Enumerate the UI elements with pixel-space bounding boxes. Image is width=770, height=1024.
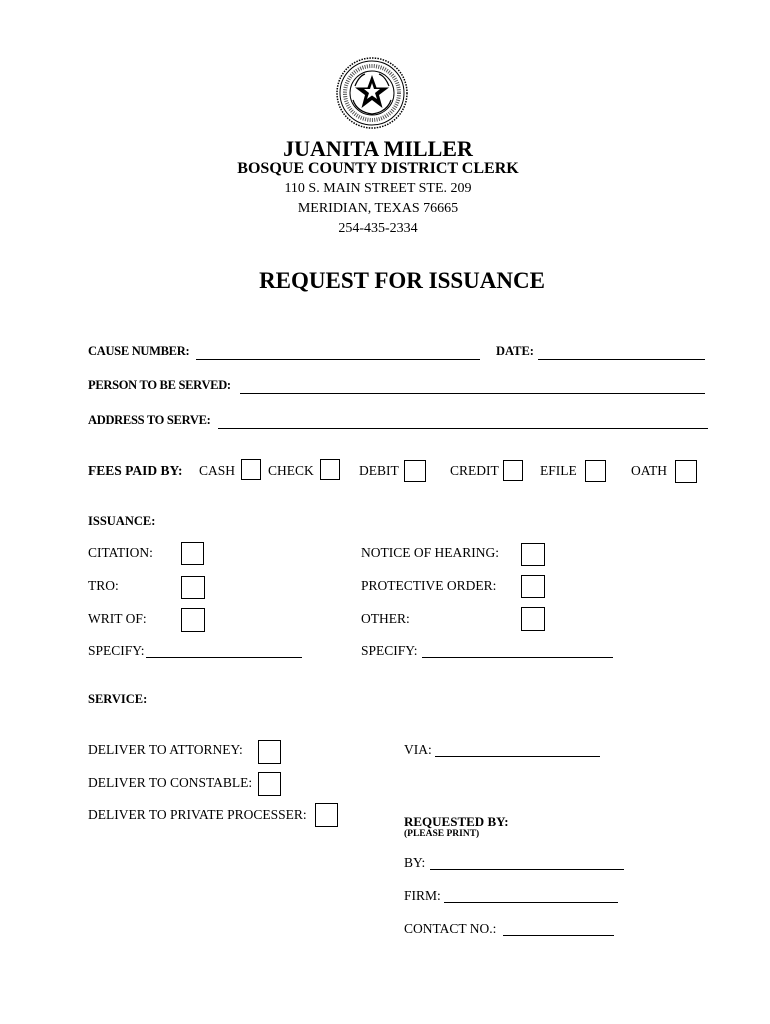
fee-cash-checkbox[interactable]: [241, 459, 261, 480]
clerk-name: JUANITA MILLER: [283, 136, 473, 161]
by-field[interactable]: [430, 869, 624, 870]
requested-by-heading: REQUESTED BY:: [404, 814, 509, 829]
writ-of-label: WRIT OF:: [88, 611, 147, 626]
fee-credit-checkbox[interactable]: [503, 460, 523, 481]
contact-no-field[interactable]: [503, 935, 614, 936]
protective-order-checkbox[interactable]: [521, 575, 545, 598]
firm-label: FIRM:: [404, 888, 441, 903]
notice-hearing-label: NOTICE OF HEARING:: [361, 545, 499, 560]
cause-number-label: CAUSE NUMBER:: [88, 344, 190, 358]
date-label: DATE:: [496, 344, 534, 358]
tro-checkbox[interactable]: [181, 576, 205, 599]
writ-of-checkbox[interactable]: [181, 608, 205, 632]
deliver-constable-checkbox[interactable]: [258, 772, 281, 796]
firm-field[interactable]: [444, 902, 618, 903]
form-title: REQUEST FOR ISSUANCE: [259, 268, 545, 293]
deliver-attorney-label: DELIVER TO ATTORNEY:: [88, 742, 243, 757]
cause-number-field[interactable]: [196, 359, 480, 360]
tro-label: TRO:: [88, 578, 119, 593]
deliver-attorney-checkbox[interactable]: [258, 740, 281, 764]
fee-check-checkbox[interactable]: [320, 459, 340, 480]
address-serve-field[interactable]: [218, 428, 708, 429]
fee-oath-checkbox[interactable]: [675, 460, 697, 483]
citation-label: CITATION:: [88, 545, 153, 560]
specify-left-label: SPECIFY:: [88, 643, 145, 658]
via-label: VIA:: [404, 742, 432, 757]
fee-credit-label: CREDIT: [450, 463, 499, 478]
address-line-2: MERIDIAN, TEXAS 76665: [297, 201, 459, 216]
office-title: BOSQUE COUNTY DISTRICT CLERK: [237, 160, 519, 177]
please-print-note: (PLEASE PRINT): [404, 829, 480, 839]
service-heading: SERVICE:: [88, 692, 148, 706]
county-seal-image: [335, 56, 409, 130]
issuance-heading: ISSUANCE:: [88, 514, 156, 528]
specify-left-field[interactable]: [146, 657, 302, 658]
other-label: OTHER:: [361, 611, 410, 626]
fee-debit-label: DEBIT: [359, 463, 399, 478]
fee-debit-checkbox[interactable]: [404, 460, 426, 482]
via-field[interactable]: [435, 756, 600, 757]
fee-cash-label: CASH: [199, 463, 236, 478]
other-checkbox[interactable]: [521, 607, 545, 631]
specify-right-field[interactable]: [422, 657, 613, 658]
deliver-constable-label: DELIVER TO CONSTABLE:: [88, 775, 253, 790]
contact-no-label: CONTACT NO.:: [404, 921, 497, 936]
citation-checkbox[interactable]: [181, 542, 204, 565]
fee-efile-checkbox[interactable]: [585, 460, 606, 482]
protective-order-label: PROTECTIVE ORDER:: [361, 578, 497, 593]
deliver-processer-label: DELIVER TO PRIVATE PROCESSER:: [88, 807, 307, 822]
address-serve-label: ADDRESS TO SERVE:: [88, 413, 211, 427]
address-line-1: 110 S. MAIN STREET STE. 209: [284, 181, 472, 196]
by-label: BY:: [404, 855, 426, 870]
fee-efile-label: EFILE: [540, 463, 577, 478]
person-served-field[interactable]: [240, 393, 705, 394]
fee-oath-label: OATH: [631, 463, 667, 478]
specify-right-label: SPECIFY:: [361, 643, 418, 658]
deliver-processer-checkbox[interactable]: [315, 803, 338, 827]
person-served-label: PERSON TO BE SERVED:: [88, 378, 231, 392]
date-field[interactable]: [538, 359, 705, 360]
phone-number: 254-435-2334: [338, 221, 418, 236]
fees-paid-label: FEES PAID BY:: [88, 463, 183, 478]
notice-hearing-checkbox[interactable]: [521, 543, 545, 566]
fee-check-label: CHECK: [268, 463, 314, 478]
